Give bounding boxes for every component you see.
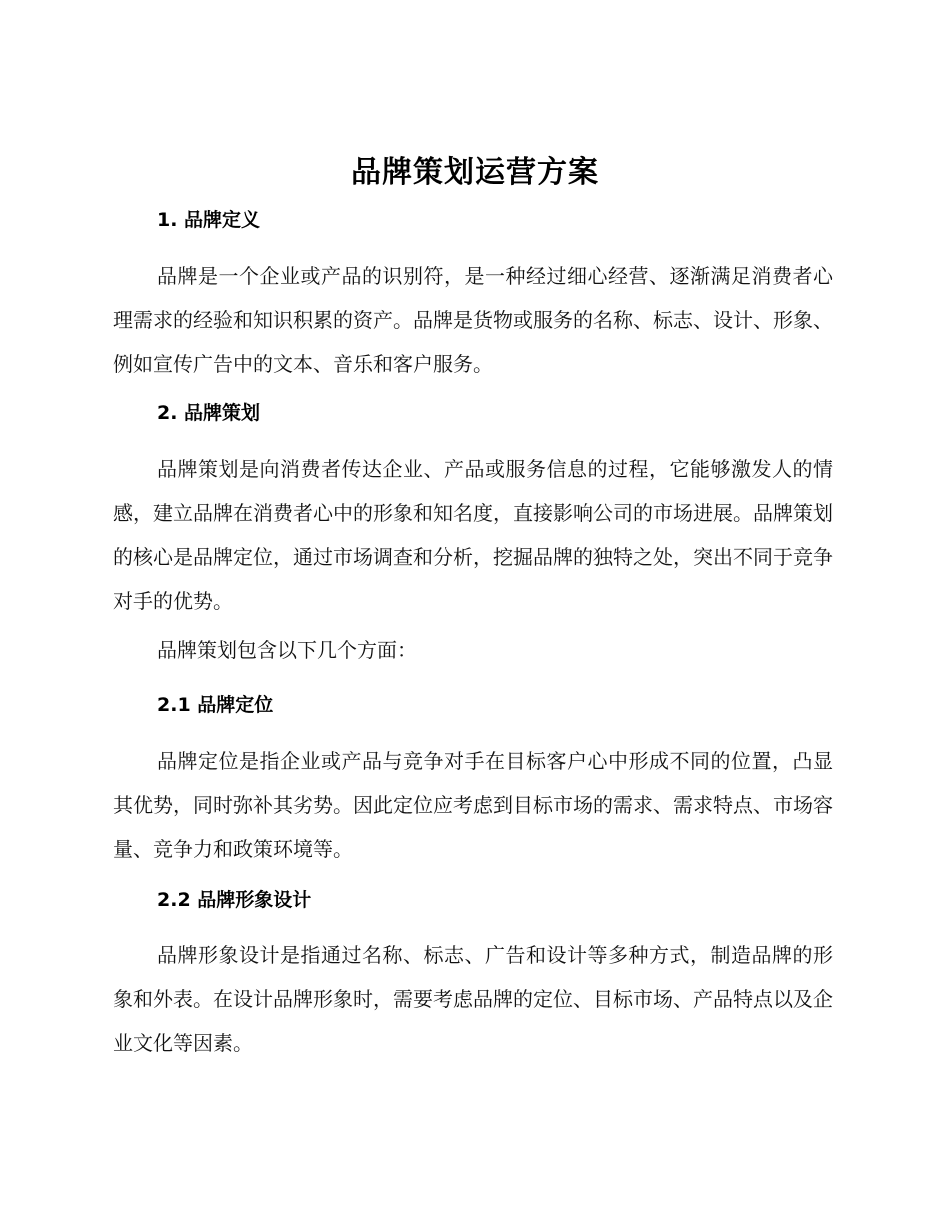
- section-heading-brand-positioning: 2.1 品牌定位: [157, 694, 274, 716]
- section-heading-brand-planning: 2. 品牌策划: [157, 402, 261, 424]
- page-title: 品牌策划运营方案: [351, 155, 599, 190]
- paragraph-brand-planning: 品牌策划是向消费者传达企业、产品或服务信息的过程，它能够激发人的情感，建立品牌在消费者心中的形象和知名度，直接影响公司的市场进展。品牌策划的核心是品牌定位，通过市场调查和分析，挖掘品牌的独特之处，突出不同于竞争对手的优势。: [113, 457, 833, 613]
- paragraph-brand-definition: 品牌是一个企业或产品的识别符，是一种经过细心经营、逐渐满足消费者心理需求的经验和知识积累的资产。品牌是货物或服务的名称、标志、设计、形象、例如宣传广告中的文本、音乐和客户服务。: [113, 264, 833, 376]
- paragraph-brand-positioning: 品牌定位是指企业或产品与竞争对手在目标客户心中形成不同的位置，凸显其优势，同时弥补其劣势。因此定位应考虑到目标市场的需求、需求特点、市场容量、竞争力和政策环境等。: [113, 749, 833, 861]
- section-heading-brand-definition: 1. 品牌定义: [157, 209, 261, 231]
- paragraph-brand-planning-aspects: 品牌策划包含以下几个方面：: [157, 638, 417, 662]
- section-heading-brand-image-design: 2.2 品牌形象设计: [157, 889, 312, 911]
- paragraph-brand-image-design: 品牌形象设计是指通过名称、标志、广告和设计等多种方式，制造品牌的形象和外表。在设计品牌形象时，需要考虑品牌的定位、目标市场、产品特点以及企业文化等因素。: [113, 943, 833, 1055]
